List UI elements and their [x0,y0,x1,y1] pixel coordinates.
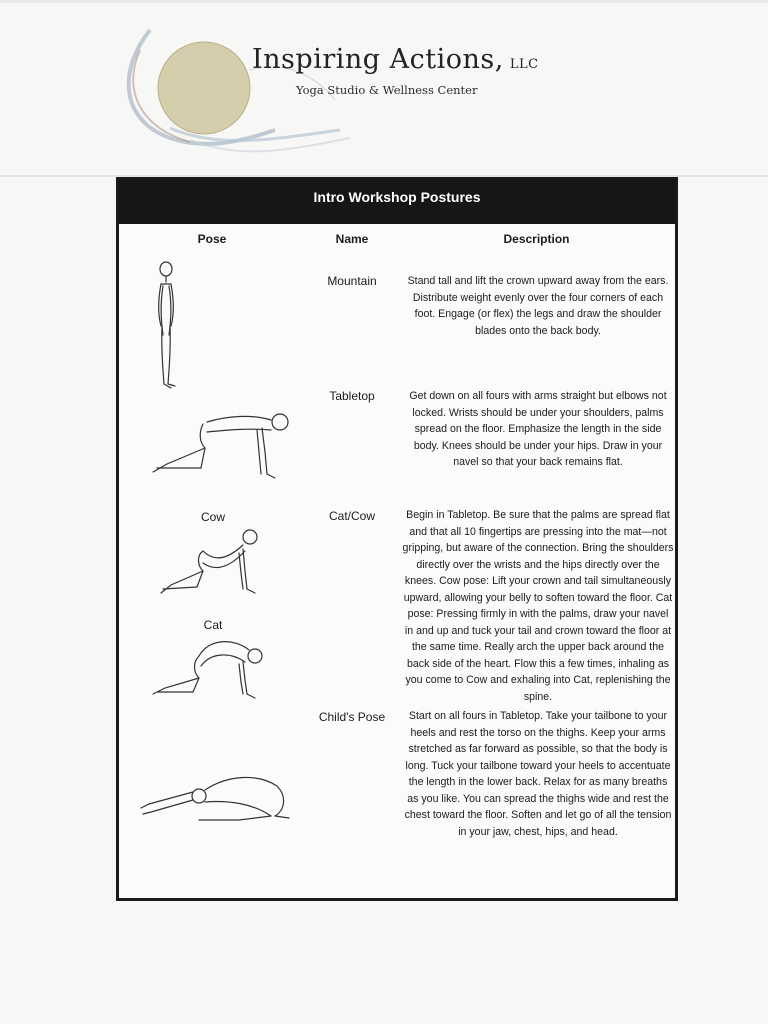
row-4-name: Child's Pose [318,710,386,724]
cow-figure-label: Cow [200,510,225,524]
postures-table [116,177,678,901]
cow-pose-illustration [157,525,267,600]
cat-pose-illustration [149,632,264,702]
tabletop-pose-illustration [147,402,297,482]
row-1-name: Mountain [327,274,377,288]
childs-pose-illustration [139,770,299,830]
cat-figure-label: Cat [203,618,223,632]
row-2-description: Get down on all fours with arms straight but elbows not locked. Wrists should be under your shoulders, palms spread on the floor. Emphasize the length in the side body. Knees should be under your hips. Draw in your navel so that your back remains flat. [409,390,667,468]
row-3-name: Cat/Cow [328,509,375,523]
company-name: Inspiring Actions, LLC [252,44,539,75]
row-2-name: Tabletop [329,389,375,403]
row-4-description: Start on all fours in Tabletop. Take your tailbone to your heels and rest the torso on the thighs. Keep your arms stretched as far forward as possible, so that the body is long. Tuck your tailbone toward your heels to accentuate the length in the lower back. Relax for as many breaths as you like. You can spread the thighs wide and rest the chest toward the floor. Soften and let go of all the tension in your jaw, chest, hips, and head. [404,710,672,838]
table-header-bar [119,180,675,224]
table-title: Intro Workshop Postures [313,189,481,205]
column-header-pose: Pose [197,232,227,246]
company-suffix: LLC [509,57,539,72]
column-header-description: Description [503,232,570,246]
company-subtitle: Yoga Studio & Wellness Center [296,83,478,97]
row-1-description: Stand tall and lift the crown upward away from the ears. Distribute weight evenly over the four corners of each foot. Engage (or flex) the legs and draw the shoulder blades onto the back body. [407,275,669,337]
row-3-description: Begin in Tabletop. Be sure that the palms are spread flat and that all 10 fingertips are pressing into the mat—not gripping, but aware of the connection. Bring the shoulders directly over the wrists and the hips directly over the knees. Cow pose: Lift your crown and tail simultaneously upward, allowing your belly to soften toward the floor. Cat pose: Pressing firmly in with the palms, draw your navel in and up and tuck your tail and crown toward the floor at the same time. Really arch the upper back around the back side of the heart. Flow this a few times, inhaling as you come to Cow and exhaling into Cat, replenishing the spine. [402,509,674,703]
paper-top-edge [0,0,768,3]
column-header-name: Name [335,232,369,246]
mountain-pose-illustration [149,260,189,395]
